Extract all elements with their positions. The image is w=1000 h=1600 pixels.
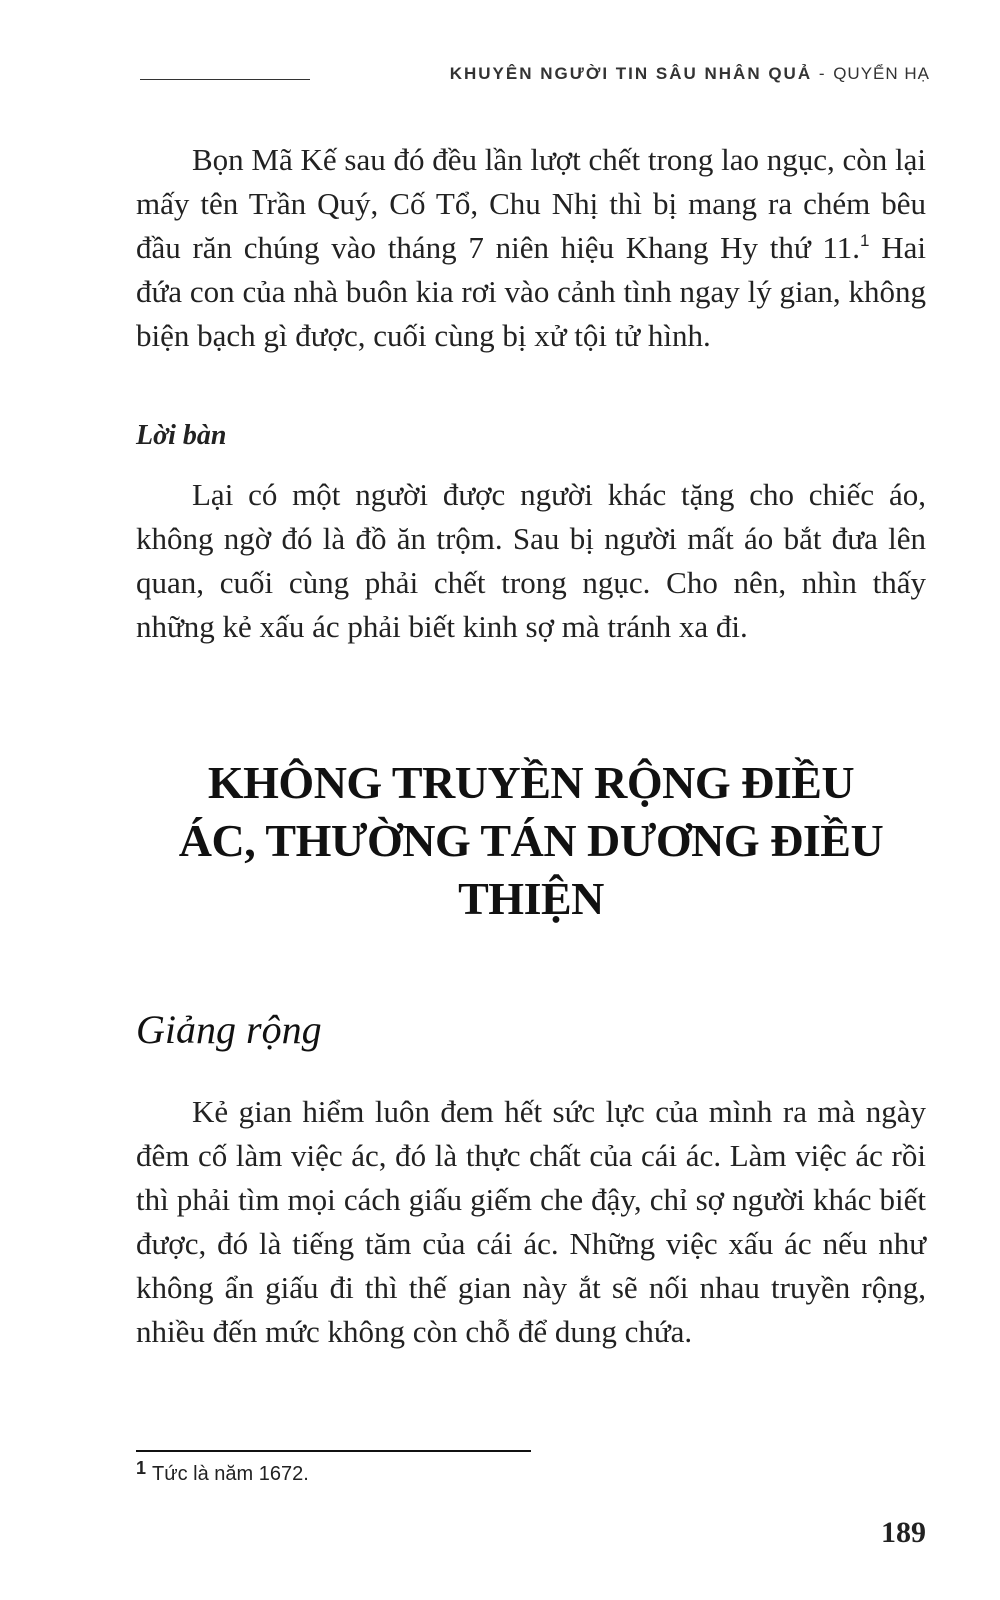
running-head-separator: - bbox=[812, 64, 834, 83]
section-heading: Giảng rộng bbox=[136, 1007, 322, 1052]
paragraph-text: Kẻ gian hiểm luôn đem hết sức lực của mình ra mà ngày đêm cố làm việc ác, đó là thực chất của cái ác. Làm việc ác rồi thì phải tìm mọi cách giấu giếm che đậy, chỉ sợ người khác biết được, đó là tiếng tăm của cái ác. Những việc xấu ác nếu như không ẩn giấu đi thì thế gian này ắt sẽ nối nhau truyền rộng, nhiều đến mức không còn chỗ để dung chứa. bbox=[136, 1094, 926, 1349]
chapter-title bbox=[136, 754, 926, 928]
header-rule bbox=[140, 79, 310, 80]
running-head bbox=[450, 64, 930, 84]
explanation-paragraph bbox=[136, 1090, 926, 1354]
paragraph-text bbox=[136, 138, 926, 358]
story-paragraph bbox=[136, 138, 926, 358]
running-head-volume: QUYỂN HẠ bbox=[833, 64, 930, 83]
chapter-title-line-2: ÁC, THƯỜNG TÁN DƯƠNG ĐIỀU bbox=[178, 815, 884, 866]
comment-heading: Lời bàn bbox=[136, 420, 227, 451]
comment-paragraph bbox=[136, 473, 926, 649]
chapter-title-line-1: KHÔNG TRUYỀN RỘNG ĐIỀU bbox=[207, 757, 855, 808]
footnote-rule bbox=[136, 1450, 531, 1452]
page-number: 189 bbox=[881, 1516, 926, 1549]
footnote-reference: 1 bbox=[860, 231, 870, 250]
paragraph-text-before-note: Bọn Mã Kế sau đó đều lần lượt chết trong lao ngục, còn lại mấy tên Trần Quý, Cố Tổ, Chu Nhị thì bị mang ra chém bêu đầu răn chúng vào tháng 7 niên hiệu Khang Hy thứ 11. bbox=[136, 142, 926, 265]
paragraph-text: Lại có một người được người khác tặng cho chiếc áo, không ngờ đó là đồ ăn trộm. Sau bị người mất áo bắt đưa lên quan, cuối cùng phải chết trong ngục. Cho nên, nhìn thấy những kẻ xấu ác phải biết kinh sợ mà tránh xa đi. bbox=[136, 477, 926, 644]
chapter-title-line-3: THIỆN bbox=[458, 873, 604, 924]
footnote bbox=[136, 1458, 309, 1486]
running-head-book-title: KHUYÊN NGƯỜI TIN SÂU NHÂN QUẢ bbox=[449, 64, 813, 83]
footnote-text: Tức là năm 1672. bbox=[152, 1463, 309, 1485]
paragraph-text-after-note: Hai đứa con của nhà buôn kia rơi vào cảnh tình ngay lý gian, không biện bạch gì được, cuối cùng bị xử tội tử hình. bbox=[136, 230, 926, 353]
footnote-mark: 1 bbox=[136, 1458, 147, 1478]
